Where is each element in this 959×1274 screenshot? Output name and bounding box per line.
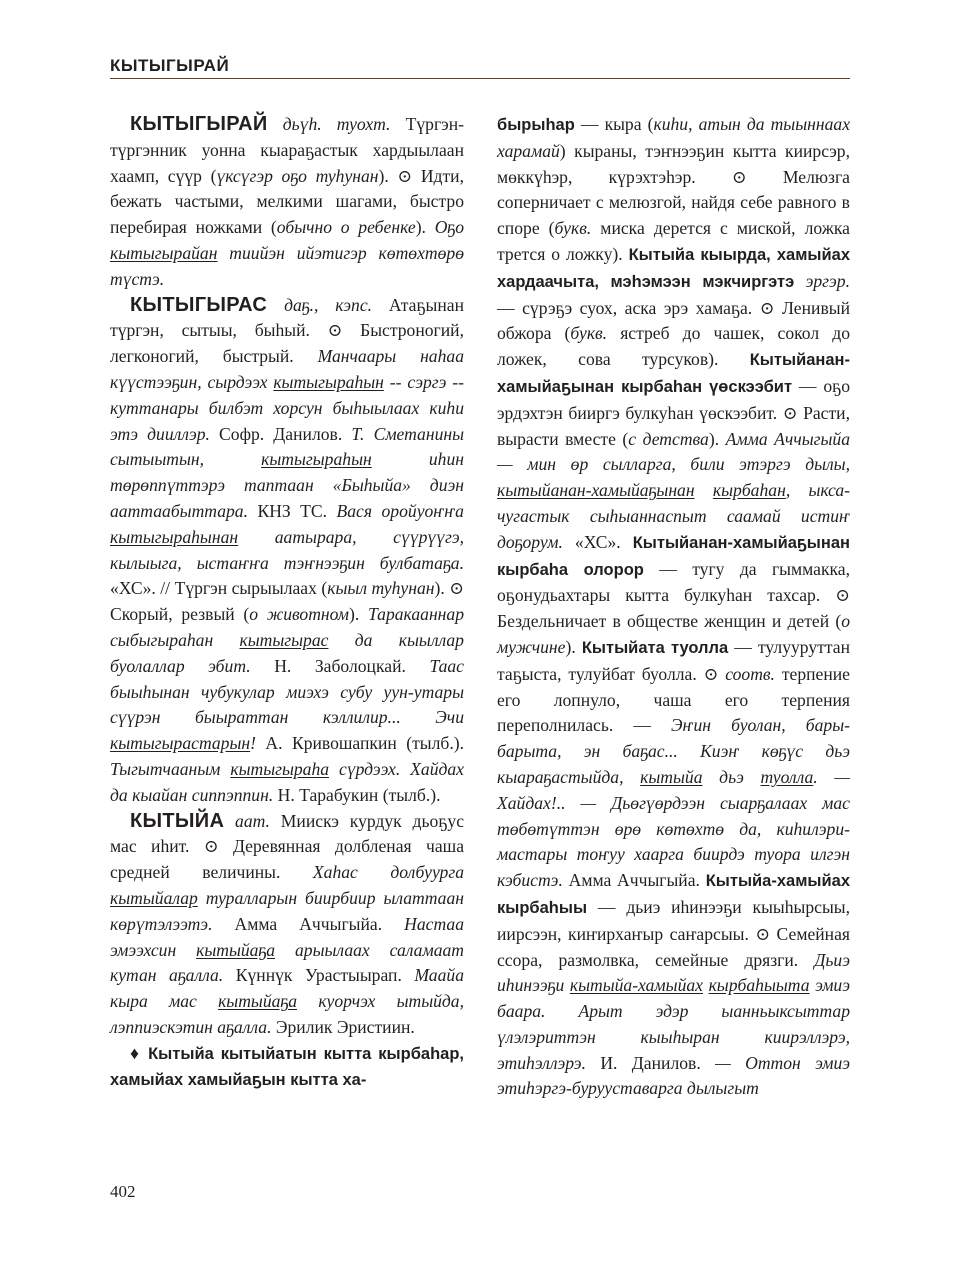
headword: КЫТЫГЫРАС bbox=[130, 293, 268, 316]
running-header: КЫТЫГЫРАЙ bbox=[110, 56, 230, 75]
page-number: 402 bbox=[110, 1182, 136, 1201]
left-column bbox=[110, 112, 464, 1094]
headword: КЫТЫЙА bbox=[130, 809, 225, 832]
diamond-icon: ♦ bbox=[130, 1042, 149, 1063]
entry-kytygyrai: КЫТЫГЫРАЙ дьүһ. туохт. Түргэн-түргэнник уонна кыараҕастык хардыылаан хаамп, сүүр (үксүгэр оҕо туһунан). ⊙ Идти, бежать частыми, мелкими шагами, быстро перебирая ножками (обычно о ребенке). Оҕо кытыгырайан тиийэн ийэтигэр көтөхтөрө түстэ. bbox=[110, 113, 465, 289]
entry-kytygyras: КЫТЫГЫРАС даҕ., кэпс. Атаҕынан түргэн, сытыы, быһый. ⊙ Быстроногий, легконогий, быстрый. Манчаары наһаа күүстээҕин, сырдээх кытыгыраһын -- сэргэ -- куттанары билбэт хорсун быһыылаах киһи этэ дииллэр. Софр. Данилов. Т. Сметанины сытыытын, кытыгыраһын иһин төрөппүттэрэ таптаан «Быһыйа» диэн ааттаабыттара. КНЗ ТС. Вася оройуоҥҥа кытыгыраһынан аатырара, сүүрүүгэ, кылыыга, ыстаҥҥа тэҥнээҕин булбатаҕа. «ХС». // Түргэн сырыылаах (кыыл туһунан). ⊙ Скорый, резвый (о животном). Таракааннар сыбыгыраһан кытыгырас да кыыллар буолаллар эбит. Н. Заболоцкай. Таас быыһынан чубукулар миэхэ субу уун-утары сүүрэн быыраттан кэллилир... Эчи кытыгырастарын! А. Кривошапкин (тылб.). Тыгытчааным кытыгыраһа сүрдээх. Хайдах да кыайан сиппэппин. Н. Тарабукин (тылб.). bbox=[110, 293, 465, 805]
phrase-kytyia-kytyiatyn: ♦ Кытыйа кытыйатын кытта кырбаһар, хамыйах хамыйаҕын кытта ха- bbox=[110, 1042, 464, 1090]
right-column bbox=[497, 112, 850, 1102]
right-column-text: бырыһар — кыра (киһи, атын да тыыннаах харамай) кыраны, тэҥнээҕин кытта киирсэр, мөккүһэр, күрэхтэһэр. ⊙ Мелюзга соперничает с мелюзгой, найдя себе равного в споре (букв. миска дерется с миской, ложка трется о ложку). Кытыйа кыырда, хамыйах хардаачыта, мэһэмээн мэкчиргэтэ эргэр. — сүрэҕэ суох, аска эрэ хамаҕа. ⊙ Ленивый обжора (букв. ястреб до чашек, сокол до ложек, сова турсуков). Кытыйанан-хамыйаҕынан кырбаһан үөскээбит — оҕо эрдэхтэн бииргэ булкуһан үөскээбит. ⊙ Расти, вырасти вместе (с детства). Амма Аччыгыйа — мин өр сылларга, били этэргэ дылы, кытыйанан-хамыйаҕынан кырбаһан, ыкса-чугастык сыһыаннаспыт саамай истиҥ доҕорум. «ХС». Кытыйанан-хамыйаҕынан кырбаһа олорор — тугу да гыммакка, оҕонудьахтары кытта булкуһан тахсар. ⊙ Бездельничает в обществе женщин и детей (о мужчине). Кытыйата туолла — тулууруттан таҕыста, тулуйбат буолла. ⊙ соотв. терпение его лопнуло, чаша его терпения переполнилась. — Эҥин буолан, бары-барыта, эн баҕас... Киэҥ көҕүс дьэ кыараҕастыйда, кытыйа дьэ туолла. — Хайдах!.. — Дьөгүөрдээн сыарҕалаах мас төбөтүттэн өрө көтөхтө да, киһилэри-мастары тоҥуу хаарга биирдэ туора илгэн кэбистэ. Амма Аччыгыйа. Кытыйа-хамыйах кырбаһыы — дьиэ иһинээҕи кыыһырсыы, иирсээн, киҥирхаҥыр саҥарсыы. ⊙ Семейная ссора, размолвка, семейные дрязги. Дьиэ иһинээҕи кытыйа-хамыйах кырбаһыыта эмиэ баара. Арыт эдэр ыанньыксыттар үлэлэриттэн кыыһыран киирэллэрэ, этиһэллэрэ. И. Данилов. — Оттон эмиэ этиһэргэ-бурууставарга дылыгыт bbox=[497, 114, 850, 1099]
entry-kytyia: КЫТЫЙА аат. Миискэ курдук дьоҕус мас иһит. ⊙ Деревянная долбленая чаша средней величины. Хаһас долбуурга кытыйалар туралларын биирбиир ылаттаан көрүтэлээтэ. Амма Аччыгыйа. Настаа эмээхсин кытыйаҕа арыылаах саламаат кутан аҕалла. Күннүк Урастыырап. Маайа кыра мас кытыйаҕа куорчэх ытыйда, лэппиэскэтин аҕалла. Эрилик Эристиин. bbox=[110, 809, 464, 1037]
headword: КЫТЫГЫРАЙ bbox=[130, 113, 268, 135]
header-rule bbox=[110, 78, 850, 79]
